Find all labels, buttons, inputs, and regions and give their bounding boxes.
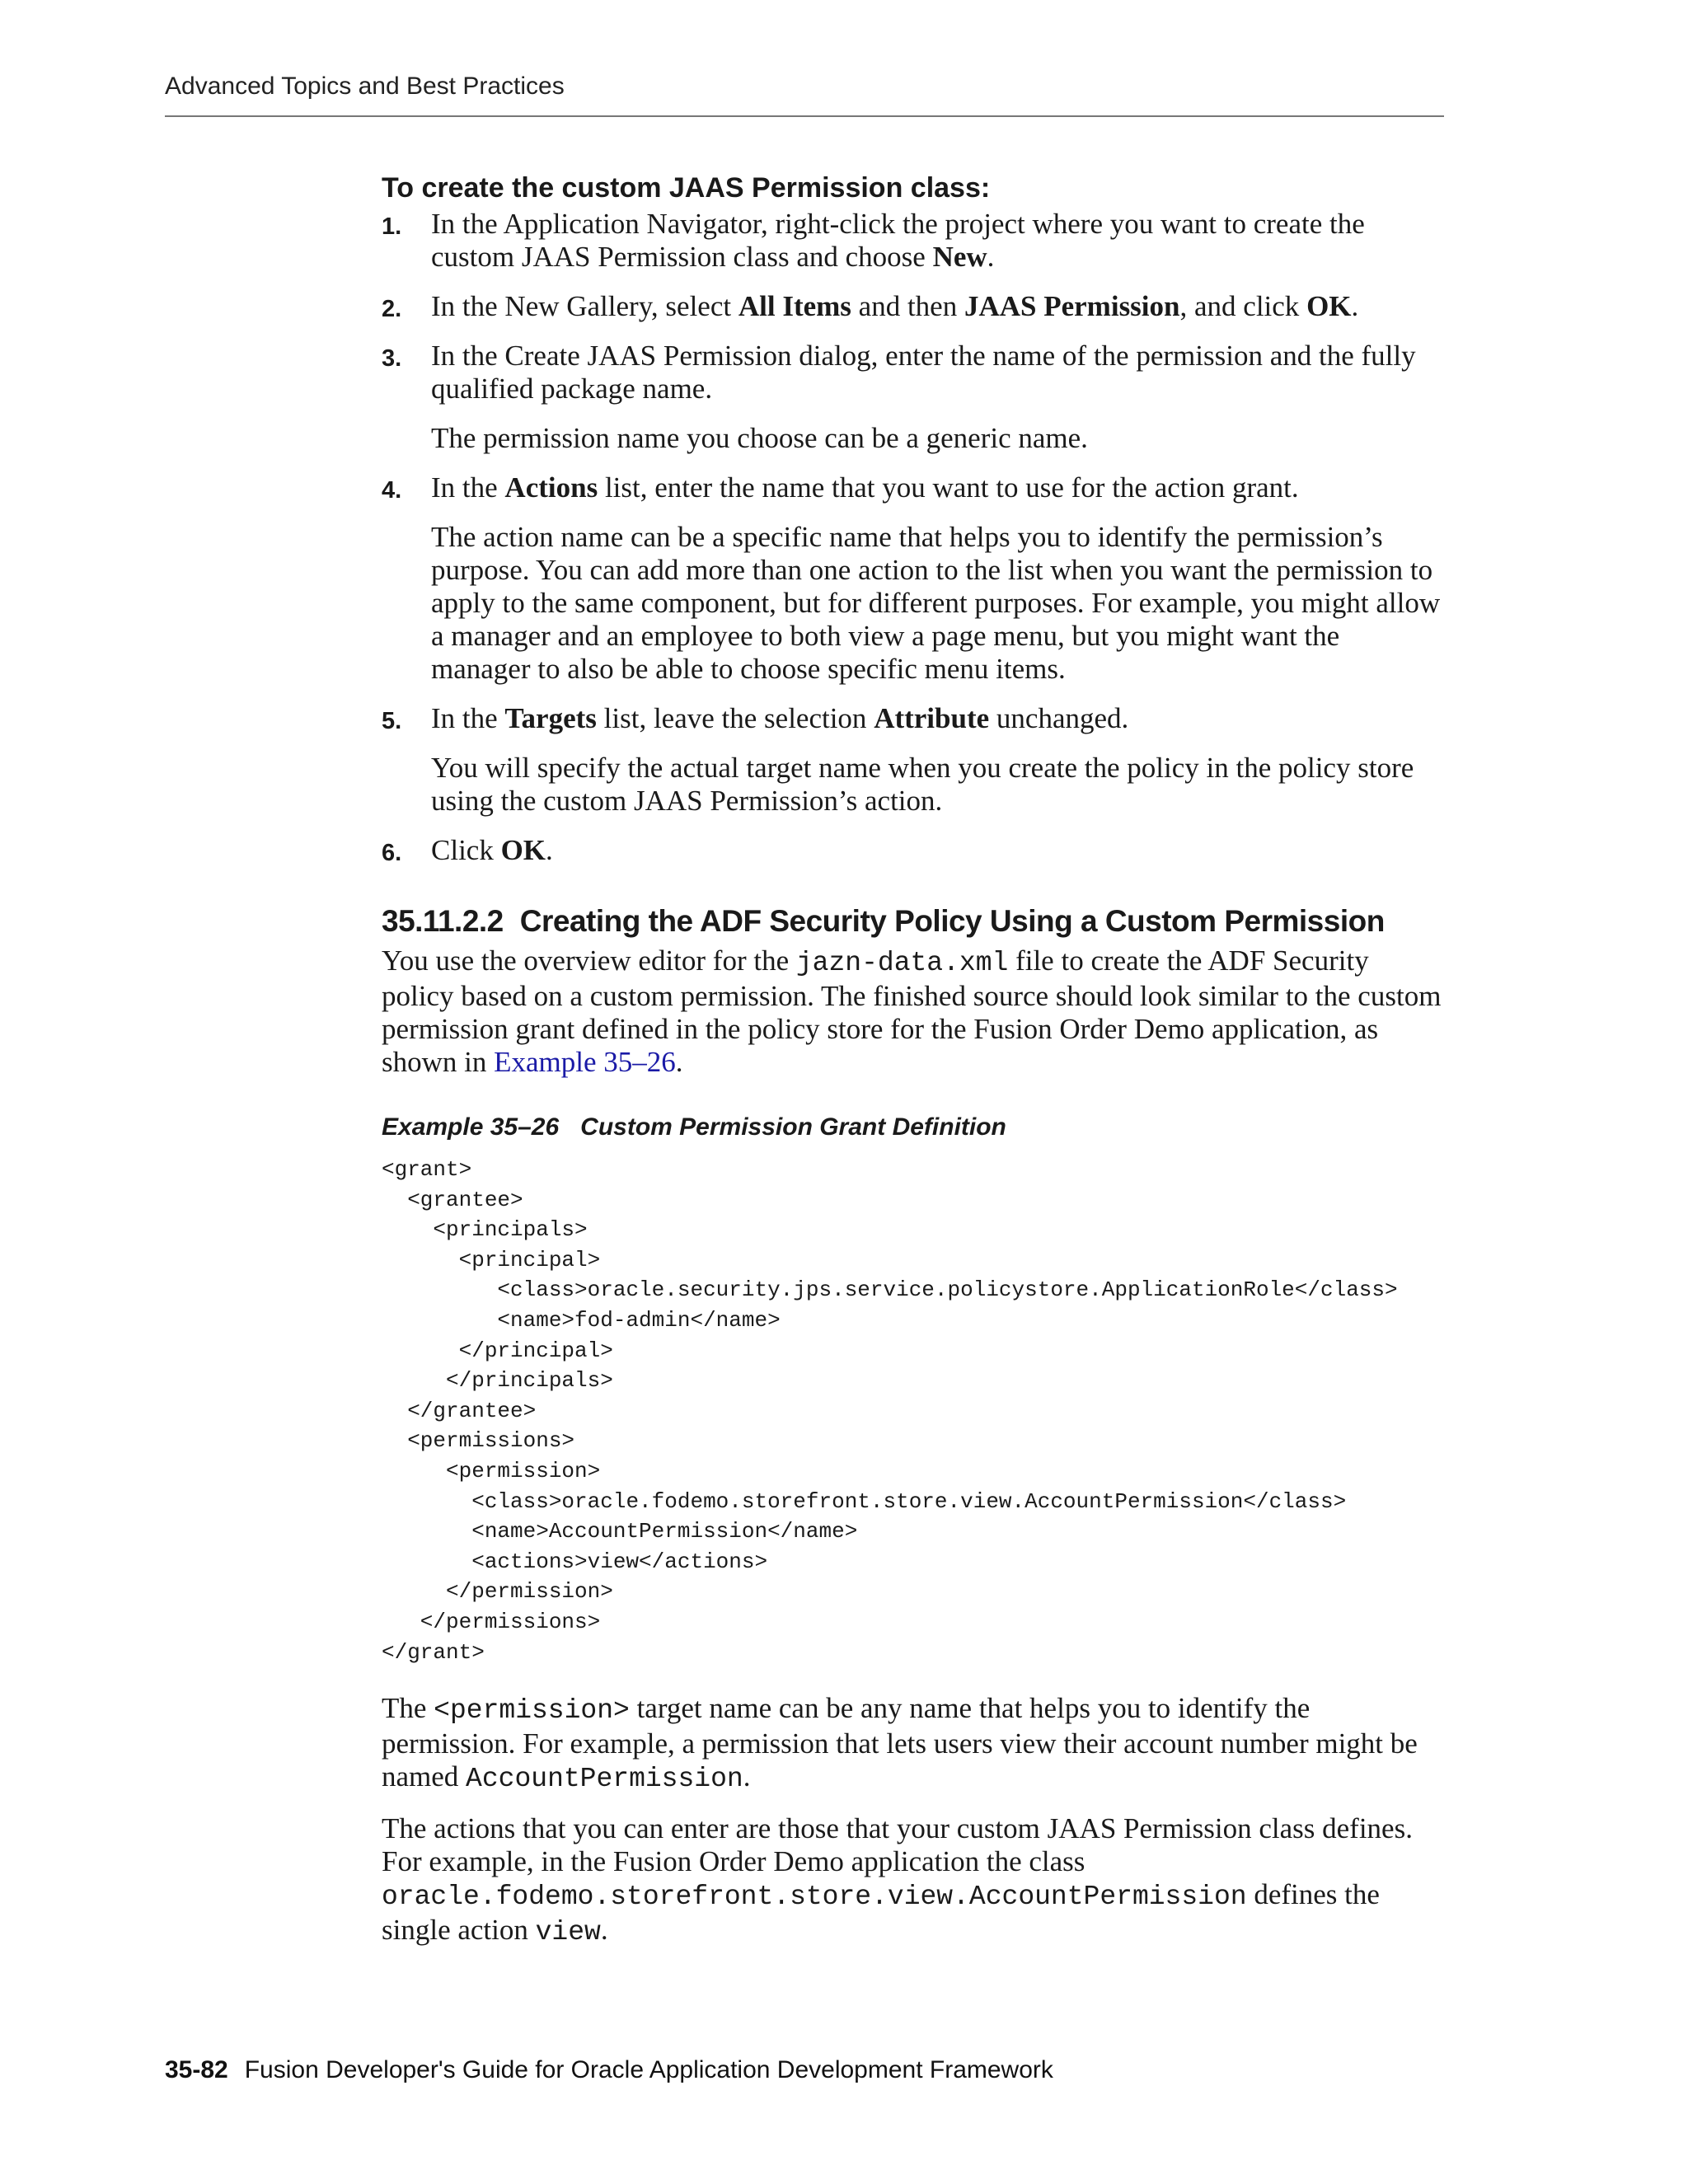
section-number: 35.11.2.2	[382, 904, 504, 938]
ui-term: OK	[1306, 290, 1352, 322]
step-text-part: and then	[851, 290, 964, 322]
step-text	[431, 834, 1445, 867]
text-run: .	[600, 1914, 608, 1947]
example-title: Custom Permission Grant Definition	[580, 1113, 1006, 1141]
section-heading	[382, 903, 1445, 940]
page-content	[382, 171, 1445, 1966]
step-text-part: .	[987, 241, 995, 273]
step-4	[382, 471, 1445, 686]
step-text	[431, 471, 1445, 504]
running-header: Advanced Topics and Best Practices	[165, 73, 565, 100]
inline-code: <permission>	[434, 1695, 630, 1727]
inline-code: jazn-data.xml	[795, 948, 1009, 978]
text-run: The actions that you can enter are those that your custom JAAS Permission class defines. For example, in the Fusion Order Demo application the class	[382, 1812, 1413, 1878]
text-run: defines the single action	[382, 1878, 1380, 1947]
text-run: file to create the ADF Security policy based on a custom permission. The finished source should look similar to the custom permission grant defined in the policy store for the Fusion Order Demo application, as shown in	[382, 944, 1442, 1078]
example-label: Example 35–26	[382, 1113, 560, 1141]
step-2	[382, 290, 1445, 323]
step-number: 2.	[382, 296, 402, 322]
paragraph-permission-target	[382, 1692, 1445, 1796]
step-text-part: In the New Gallery, select	[431, 290, 738, 322]
step-text-part: In the	[431, 702, 505, 734]
inline-code: AccountPermission	[466, 1764, 743, 1795]
page-footer	[165, 2056, 1053, 2084]
inline-code: view	[535, 1917, 601, 1948]
text-run: You use the overview editor for the	[382, 944, 796, 977]
step-text-part: In the Application Navigator, right-click the project where you want to create the custom JAAS Permission class and choose	[431, 208, 1365, 273]
header-divider	[165, 115, 1444, 117]
ui-term: All Items	[738, 290, 851, 322]
step-number: 6.	[382, 840, 402, 866]
ui-term: Attribute	[874, 702, 990, 734]
step-note: You will specify the actual target name when you create the policy in the policy store using the custom JAAS Permission’s action.	[431, 752, 1414, 817]
step-text-part: In the	[431, 471, 505, 504]
step-3	[382, 340, 1445, 455]
step-text-part: .	[546, 834, 553, 866]
example-link[interactable]: Example 35–26	[494, 1046, 676, 1078]
step-1	[382, 208, 1445, 274]
step-number: 5.	[382, 708, 402, 734]
text-run: .	[675, 1046, 683, 1078]
inline-code: oracle.fodemo.storefront.store.view.AccountPermission	[382, 1882, 1247, 1913]
example-caption	[382, 1112, 1445, 1143]
page-number: 35-82	[165, 2056, 228, 2083]
step-note: The permission name you choose can be a generic name.	[431, 422, 1088, 454]
step-number: 4.	[382, 477, 402, 504]
step-number: 3.	[382, 345, 402, 372]
book-title: Fusion Developer's Guide for Oracle Application Development Framework	[244, 2056, 1053, 2083]
section-title: Creating the ADF Security Policy Using a Custom Permission	[519, 904, 1385, 938]
step-text-part: .	[1351, 290, 1359, 322]
step-6	[382, 834, 1445, 867]
step-text-part: unchanged.	[989, 702, 1129, 734]
step-text: In the Create JAAS Permission dialog, enter the name of the permission and the fully qualified package name.	[431, 340, 1416, 405]
ui-term: JAAS Permission	[964, 290, 1180, 322]
section-intro	[382, 944, 1445, 1079]
step-note: The action name can be a specific name that helps you to identify the permission’s purpose. You can add more than one action to the list when you want the permission to apply to the same component, but for different purposes. For example, you might allow a manager and an employee to both view a page menu, but you might want the manager to also be able to choose specific menu items.	[431, 521, 1441, 685]
step-text-part: list, enter the name that you want to use for the action grant.	[598, 471, 1299, 504]
text-run: target name can be any name that helps you to identify the permission. For example, a permission that lets users view their account number might be named	[382, 1692, 1418, 1793]
step-text-part: list, leave the selection	[596, 702, 874, 734]
ui-term: Targets	[504, 702, 597, 734]
paragraph-actions	[382, 1812, 1445, 1949]
step-text	[431, 290, 1445, 323]
step-text-part: Click	[431, 834, 501, 866]
ui-term: New	[932, 241, 987, 273]
step-5	[382, 702, 1445, 818]
step-text	[431, 702, 1445, 735]
procedure-steps	[382, 208, 1445, 867]
step-text	[431, 208, 1445, 274]
text-run: The	[382, 1692, 434, 1725]
step-text-part: , and click	[1179, 290, 1307, 322]
code-example: <grant> <grantee> <principals> <principal> <class>oracle.security.jps.service.policystore.ApplicationRole</class> <name>fod-admin</name> </principal> </principals> </grantee> <permissions> <permission> <class>oracle.fodemo.storefront.store.view.AccountPermission</class> <name>AccountPermission</name> <actions>view</actions> </permission> </permissions> </grant>	[382, 1157, 1398, 1665]
step-number: 1.	[382, 213, 402, 240]
procedure-title: To create the custom JAAS Permission class:	[382, 172, 991, 204]
text-run: .	[743, 1760, 751, 1793]
ui-term: OK	[500, 834, 546, 866]
ui-term: Actions	[504, 471, 598, 504]
